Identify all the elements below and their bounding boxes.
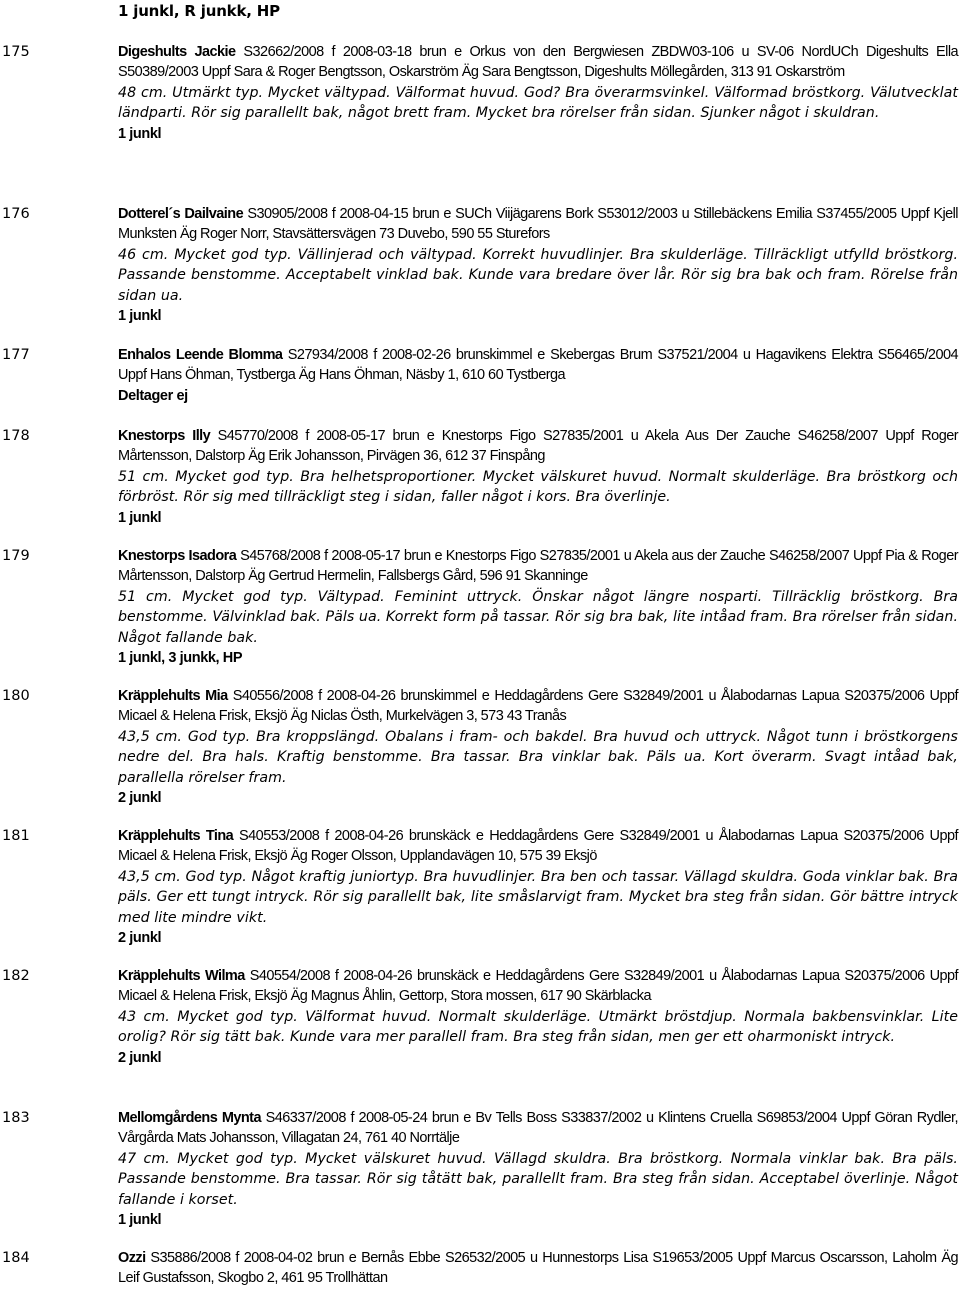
entry-award: 1 junkl	[118, 308, 162, 325]
entry-award: 2 junkl	[118, 1049, 162, 1066]
entry-registration	[118, 1248, 958, 1289]
registration-text: S46337/2008 f 2008-05-24 brun e Bv Tells Boss S33837/2002 u Klintens Cruella S69853/2004 Uppf Göran Rydler, Vårgårda Mats Johansson, Villagatan 24, 761 40 Norrtälje	[118, 1110, 958, 1147]
entry-award: Deltager ej	[118, 387, 188, 404]
entry-critique: 51 cm. Mycket god typ. Vältypad. Feminint uttryck. Önskar något längre nosparti. Tillräcklig bröstkorg. Bra benstomme. Välvinklad bak. Päls ua. Korrekt form på tassar. Rör sig bra bak, lite intåad fram. Bra rörelser från sidan. Något fallande bak.	[118, 588, 958, 646]
entry-number: 179	[2, 548, 30, 564]
entry-number: 183	[2, 1110, 30, 1126]
registration-text: S35886/2008 f 2008-04-02 brun e Bernås Ebbe S26532/2005 u Hunnestorps Lisa S19653/2005 Uppf Marcus Oscarsson, Laholm Äg Leif Gustafsson, Skogbo 2, 461 95 Trollhättan	[118, 1250, 958, 1287]
registration-text: S32662/2008 f 2008-03-18 brun e Orkus von den Bergwiesen ZBDW03-106 u SV-06 NordUCh Digeshults Ella S50389/2003 Uppf Sara & Roger Bengtsson, Oskarström Äg Sara Bengtsson, Digeshults Möllegården, 313 91 Oskarström	[118, 44, 959, 81]
entry-number: 177	[2, 347, 30, 363]
entry-award: 2 junkl	[118, 790, 162, 807]
dog-name: Knestorps Illy	[118, 428, 211, 444]
entry-number: 180	[2, 688, 30, 704]
entry-award: 1 junkl	[118, 1212, 162, 1229]
entry-award: 2 junkl	[118, 930, 162, 947]
dog-name: Digeshults Jackie	[118, 44, 236, 60]
entry-registration	[118, 426, 958, 467]
entry-award: 1 junkl	[118, 509, 162, 526]
entry-number: 184	[2, 1250, 30, 1266]
entry-registration	[118, 1108, 958, 1149]
registration-text: S45770/2008 f 2008-05-17 brun e Knestorps Figo S27835/2001 u Akela Aus Der Zauche S46258/2007 Uppf Roger Mårtensson, Dalstorp Äg Erik Johansson, Pirvägen 36, 612 37 Finspång	[118, 428, 959, 465]
entry-registration	[118, 966, 958, 1007]
entry-critique: 48 cm. Utmärkt typ. Mycket vältypad. Välformat huvud. God? Bra överarmsvinkel. Välformad bröstkorg. Välutvecklat ländparti. Rör sig parallellt bak, något brett fram. Mycket bra rörelser från sidan. Sjunker något i skuldran.	[118, 84, 958, 122]
registration-text: S30905/2008 f 2008-04-15 brun e SUCh Viijägarens Bork S53012/2003 u Stillebäckens Emilia S37455/2005 Uppf Kjell Munksten Äg Roger Norr, Stavsättersvägen 73 Duvebo, 590 55 Sturefors	[118, 206, 958, 243]
dog-name: Kräpplehults Mia	[118, 688, 228, 704]
entry-award: 1 junkl, 3 junkk, HP	[118, 650, 243, 667]
entry-registration	[118, 546, 958, 587]
entry-registration	[118, 826, 958, 867]
dog-name: Dotterel´s Dailvaine	[118, 206, 244, 222]
dog-name: Mellomgårdens Mynta	[118, 1110, 261, 1126]
entry-critique: 43 cm. Mycket god typ. Välformat huvud. Normalt skulderläge. Utmärkt bröstdjup. Normala bakbensvinklar. Lite orolig? Rör sig tätt bak. Kunde vara mer parallell fram. Bra steg från sidan, men ger ett oharmoniskt intryck.	[118, 1008, 958, 1046]
entry-registration	[118, 204, 958, 245]
registration-text: S40556/2008 f 2008-04-26 brunskimmel e Heddagårdens Gere S32849/2001 u Ålabodarnas Lapua S20375/2006 Uppf Micael & Helena Frisk, Eksjö Äg Niclas Östh, Murkelvägen 3, 573 43 Tranås	[118, 688, 958, 725]
entry-number: 181	[2, 828, 30, 844]
registration-text: S40554/2008 f 2008-04-26 brunskäck e Heddagårdens Gere S32849/2001 u Ålabodarnas Lapua S20375/2006 Uppf Micael & Helena Frisk, Eksjö Äg Magnus Åhlin, Gettorp, Stora mossen, 617 90 Skärblacka	[118, 968, 958, 1005]
entry-number: 175	[2, 44, 30, 60]
entry-critique: 51 cm. Mycket god typ. Bra helhetsproportioner. Mycket välskuret huvud. Normalt skulderläge. Bra bröstkorg och förbröst. Rör sig med tillräckligt steg i sidan, faller något i kors. Bra överlinje.	[118, 468, 958, 506]
dog-name: Enhalos Leende Blomma	[118, 347, 283, 363]
entry-critique: 43,5 cm. God typ. Bra kroppslängd. Obalans i fram- och bakdel. Bra huvud och uttryck. Något tunn i bröstkorgens nedre del. Bra hals. Kraftig benstomme. Bra tassar. Bra vinklar bak. Päls ua. Kort överarm. Svagt intåad bak, parallella rörelser fram.	[118, 728, 958, 786]
entry-number: 176	[2, 206, 30, 222]
entry-registration	[118, 42, 958, 83]
entry-registration	[118, 686, 958, 727]
entry-award: 1 junkl	[118, 125, 162, 142]
dog-name: Knestorps Isadora	[118, 548, 237, 564]
registration-text: S27934/2008 f 2008-02-26 brunskimmel e Skebergas Brum S37521/2004 u Hagavikens Elektra S56465/2004 Uppf Hans Öhman, Tystberga Äg Hans Öhman, Näsby 1, 610 60 Tystberga	[118, 347, 958, 384]
dog-name: Kräpplehults Wilma	[118, 968, 245, 984]
registration-text: S45768/2008 f 2008-05-17 brun e Knestorps Figo S27835/2001 u Akela aus der Zauche S46258/2007 Uppf Pia & Roger Mårtensson, Dalstorp Äg Gertrud Hermelin, Fallsbergs Gård, 596 91 Skanninge	[118, 548, 958, 585]
entry-critique: 47 cm. Mycket god typ. Mycket välskuret huvud. Vällagd skuldra. Bra bröstkorg. Normala vinklar bak. Bra päls. Passande benstomme. Bra tassar. Rör sig tåtätt bak, parallellt fram. Bra steg från sidan. Acceptabel överlinje. Något fallande i korset.	[118, 1150, 958, 1208]
registration-text: S40553/2008 f 2008-04-26 brunskäck e Heddagårdens Gere S32849/2001 u Ålabodarnas Lapua S20375/2006 Uppf Micael & Helena Frisk, Eksjö Äg Roger Olsson, Upplandavägen 10, 575 39 Eksjö	[118, 828, 958, 865]
entry-critique: 43,5 cm. God typ. Något kraftig juniortyp. Bra huvudlinjer. Bra ben och tassar. Vällagd skuldra. Goda vinklar bak. Bra päls. Ger ett tungt intryck. Rör sig parallellt bak, lite småslarvigt fram. Mycket bra steg från sidan. Gör bättre intryck med lite mindre vikt.	[118, 868, 958, 926]
dog-name: Ozzi	[118, 1250, 146, 1266]
dog-name: Kräpplehults Tina	[118, 828, 234, 844]
entry-number: 182	[2, 968, 30, 984]
entry-registration	[118, 345, 958, 386]
entry-number: 178	[2, 428, 30, 444]
entry-critique: 46 cm. Mycket god typ. Vällinjerad och vältypad. Korrekt huvudlinjer. Bra skulderläge. Tillräckligt utfylld bröstkorg. Passande benstomme. Acceptabelt vinklad bak. Kunde vara bredare över lår. Rör sig bra bak och fram. Rörelse från sidan ua.	[118, 246, 958, 304]
previous-entry-result: 1 junkl, R junkk, HP	[118, 2, 280, 20]
